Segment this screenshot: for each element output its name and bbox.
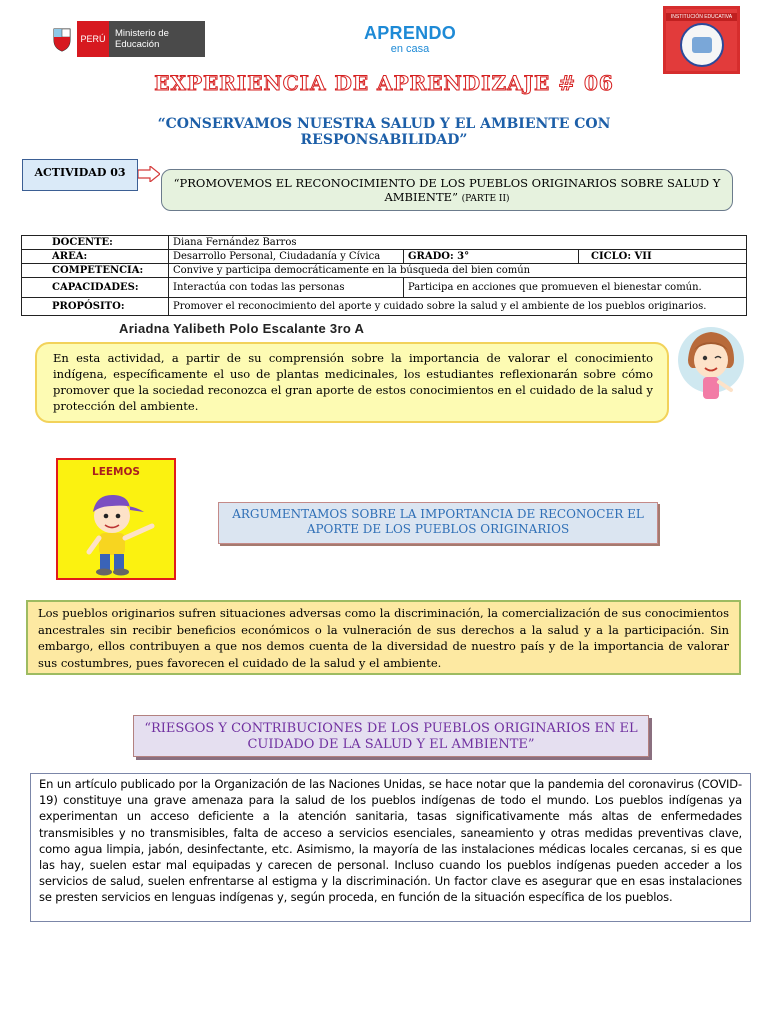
boy-pointing-icon <box>72 486 164 578</box>
table-row <box>22 264 747 278</box>
leemos-label: LEEMOS <box>92 466 140 478</box>
program-subtitle: en casa <box>390 43 430 55</box>
girl-character-icon <box>676 320 746 406</box>
aprendo-en-casa-logo <box>355 24 465 56</box>
table-row <box>22 278 747 298</box>
info-table <box>21 235 747 316</box>
proposito-label: PROPÓSITO: <box>22 298 169 316</box>
coat-of-arms-icon <box>47 21 77 57</box>
page-title: EXPERIENCIA DE APRENDIZAJE # 06 <box>154 71 614 95</box>
grado-label: GRADO: 3° <box>404 250 579 264</box>
table-row <box>22 250 747 264</box>
school-band: INSTITUCIÓN EDUCATIVA <box>666 13 737 21</box>
capacidad-1: Interactúa con todas las personas <box>169 278 404 298</box>
section2-heading: “RIESGOS Y CONTRIBUCIONES DE LOS PUEBLOS ORIGINARIOS EN EL CUIDADO DE LA SALUD Y EL AMBIENTE” <box>133 715 649 757</box>
table-row <box>22 236 747 250</box>
area-value: Desarrollo Personal, Ciudadanía y Cívica <box>169 250 404 264</box>
paragraph-2: En un artículo publicado por la Organización de las Naciones Unidas, se hace notar que la pandemia del coronavirus (COVID-19) constituye una grave amenaza para la salud de los pueblos indígenas de todo el mundo. Los pueblos indígenas ya experimentan un acceso deficiente a la atención sanitaria, tasas significativamente más altas de enfermedades transmisibles y no transmisibles, falta de acceso a servicios esenciales, saneamiento y otras medidas preventivas clave, como agua limpia, jabón, desinfectante, etc. Asimismo, la mayoría de las instalaciones médicas locales cercanas, si es que las hay, suelen estar mal equipadas y carecen de personal. Incluso cuando los pueblos indígenas pueden acceder a los servicios de salud, suelen enfrentarse al estigma y la discriminación. Un factor clave es asegurar que en esas instalaciones se presten servicios en lenguas indígenas y, según proceda, en función de la situación específica de los pueblos. <box>30 773 751 922</box>
arrow-right-icon <box>138 166 160 182</box>
docente-label: DOCENTE: <box>22 236 169 250</box>
program-title: APRENDO <box>363 23 457 43</box>
docente-value: Diana Fernández Barros <box>169 236 747 250</box>
activity-badge: ACTIVIDAD 03 <box>22 159 138 191</box>
area-label: AREA: <box>22 250 169 264</box>
ciclo-label: CICLO: VII <box>579 250 747 264</box>
competencia-value: Convive y participa democráticamente en la búsqueda del bien común <box>169 264 747 278</box>
section1-heading: ARGUMENTAMOS SOBRE LA IMPORTANCIA DE RECONOCER EL APORTE DE LOS PUEBLOS ORIGINARIOS <box>218 502 658 544</box>
proposito-value: Promover el reconocimiento del aporte y cuidado sobre la salud y el ambiente de los pueblos originarios. <box>169 298 747 316</box>
intro-box: En esta actividad, a partir de su comprensión sobre la importancia de valorar el conocimiento indígena, específicamente el uso de plantas medicinales, los estudiantes reflexionarán sobre cómo promover que la sociedad reconozca el gran aporte de estos conocimientos en el cuidado de la salud y protección del ambiente. <box>35 342 669 423</box>
page-subtitle: “CONSERVAMOS NUESTRA SALUD Y EL AMBIENTE CON RESPONSABILIDAD” <box>157 116 611 148</box>
country-label: PERÚ <box>77 21 109 57</box>
leemos-panel <box>56 458 176 580</box>
activity-title <box>161 169 733 211</box>
competencia-label: COMPETENCIA: <box>22 264 169 278</box>
paragraph-1: Los pueblos originarios sufren situaciones adversas como la discriminación, la comercialización de sus conocimientos ancestrales sin recibir beneficios económicos o la vulneración de sus derechos a la salud y a la participación. Sin embargo, ellos contribuyen a que nos demos cuenta de la diversidad de nuestro país y de la importancia de valorar sus costumbres, pues favorecen el cuidado de la salud y el ambiente. <box>26 600 741 675</box>
table-row <box>22 298 747 316</box>
school-crest <box>663 6 740 74</box>
crest-emblem-icon <box>680 23 724 67</box>
activity-part: (PARTE II) <box>461 194 510 204</box>
student-name: Ariadna Yalibeth Polo Escalante 3ro A <box>119 321 365 336</box>
activity-title-text: “PROMOVEMOS EL RECONOCIMIENTO DE LOS PUEBLOS ORIGINARIOS SOBRE SALUD Y AMBIENTE” <box>173 176 721 204</box>
ministry-label: Ministerio de Educación <box>109 21 205 57</box>
capacidad-2: Participa en acciones que promueven el bienestar común. <box>404 278 747 298</box>
capacidades-label: CAPACIDADES: <box>22 278 169 298</box>
ministry-logo <box>47 21 205 57</box>
